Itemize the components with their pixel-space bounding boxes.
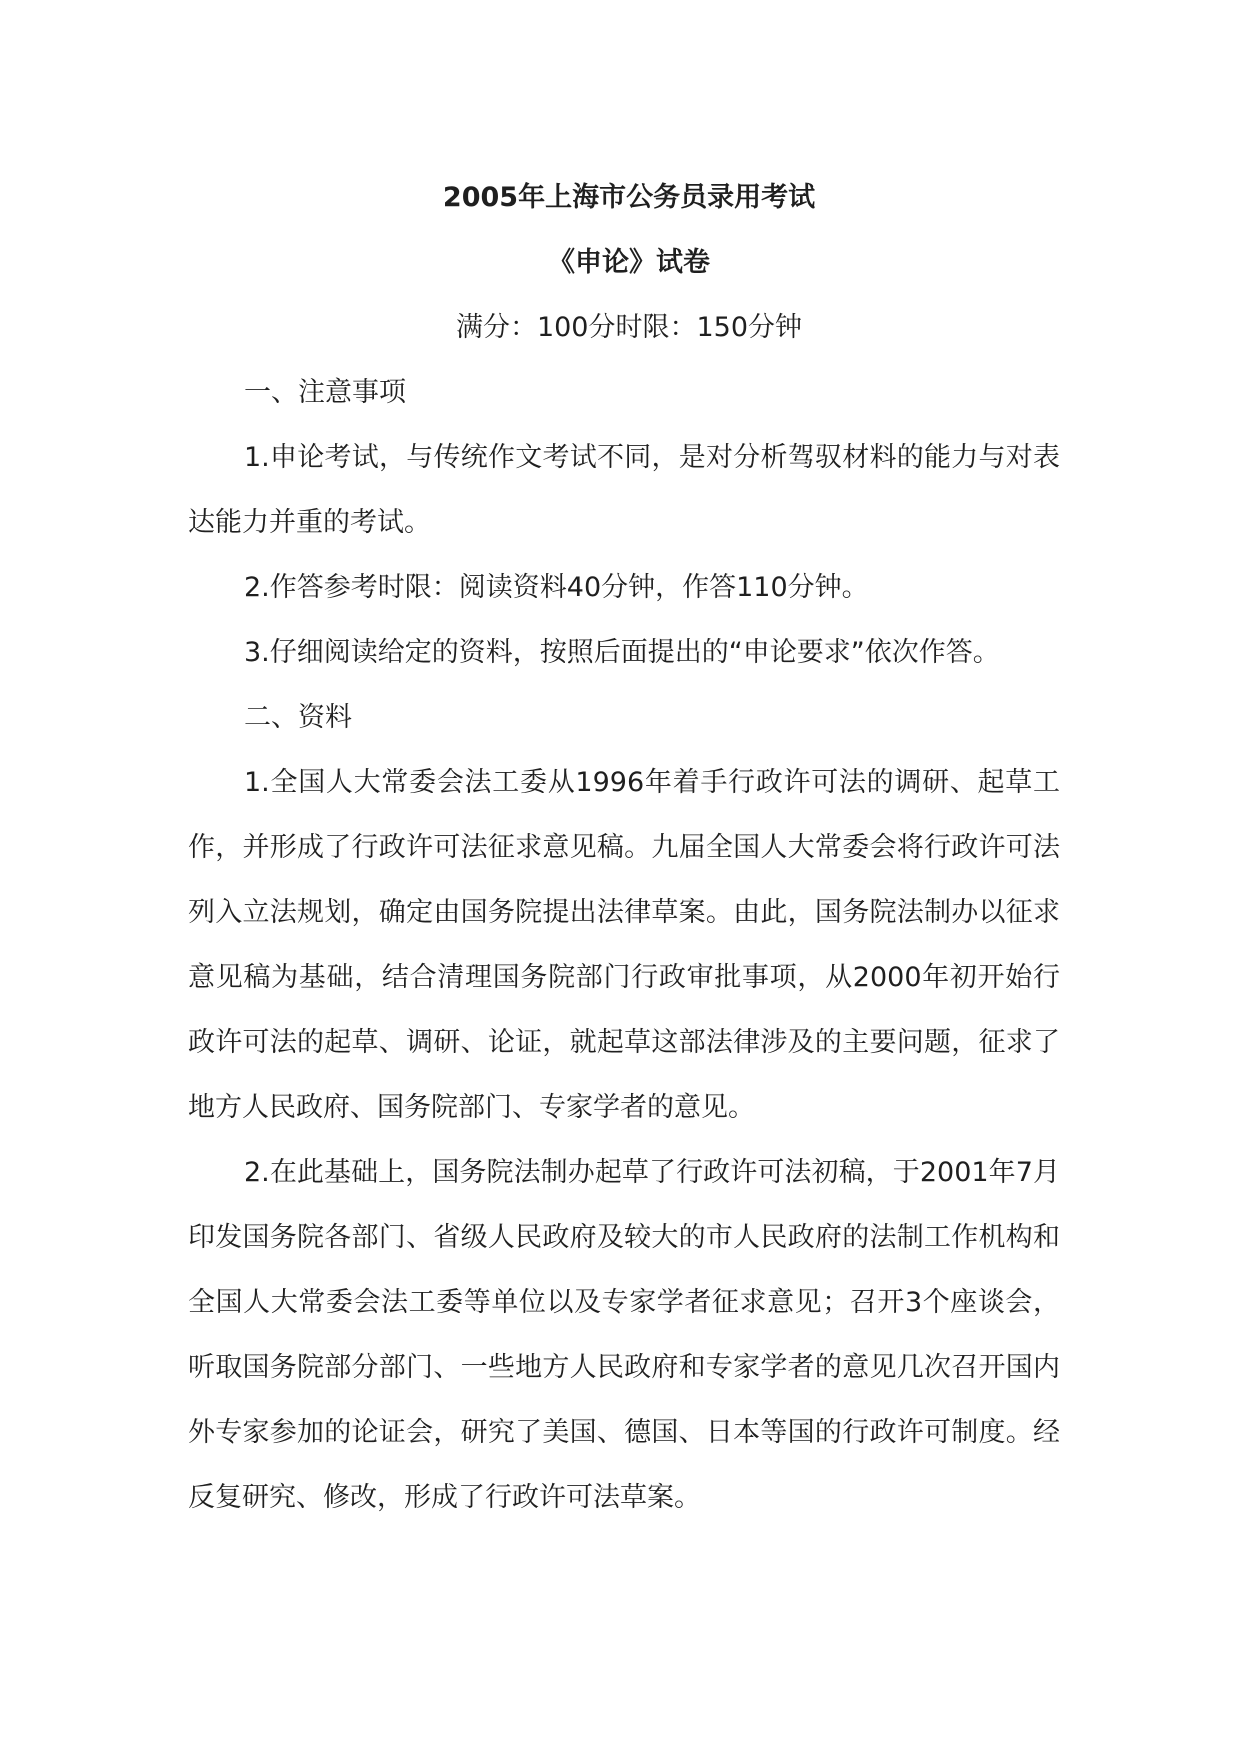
document-subtitle: 《申论》试卷 [548,247,710,278]
note-item: 1.申论考试，与传统作文考试不同，是对分析驾驭材料的能力与对表达能力并重的考试。 [188,442,1060,538]
section-heading-materials: 二、资料 [244,702,352,733]
note-item: 3.仔细阅读给定的资料，按照后面提出的“申论要求”依次作答。 [244,637,1000,668]
material-paragraph: 1.全国人大常委会法工委从1996年着手行政许可法的调研、起草工作，并形成了行政许可法征求意见稿。九届全国人大常委会将行政许可法列入立法规划，确定由国务院提出法律草案。由此，国务院法制办以征求意见稿为基础，结合清理国务院部门行政审批事项，从2000年初开始行政许可法的起草、调研、论证，就起草这部法律涉及的主要问题，征求了地方人民政府、国务院部门、专家学者的意见。 [188,767,1060,1123]
section-heading-notes: 一、注意事项 [244,377,406,408]
exam-meta: 满分：100分时限：150分钟 [455,312,803,343]
document-body [188,165,1060,1530]
note-item: 2.作答参考时限：阅读资料40分钟，作答110分钟。 [244,572,869,603]
material-paragraph: 2.在此基础上，国务院法制办起草了行政许可法初稿，于2001年7月印发国务院各部门、省级人民政府及较大的市人民政府的法制工作机构和全国人大常委会法工委等单位以及专家学者征求意见；召开3个座谈会，听取国务院部分部门、一些地方人民政府和专家学者的意见几次召开国内外专家参加的论证会，研究了美国、德国、日本等国的行政许可制度。经反复研究、修改，形成了行政许可法草案。 [188,1157,1060,1513]
document-title: 2005年上海市公务员录用考试 [442,182,816,213]
